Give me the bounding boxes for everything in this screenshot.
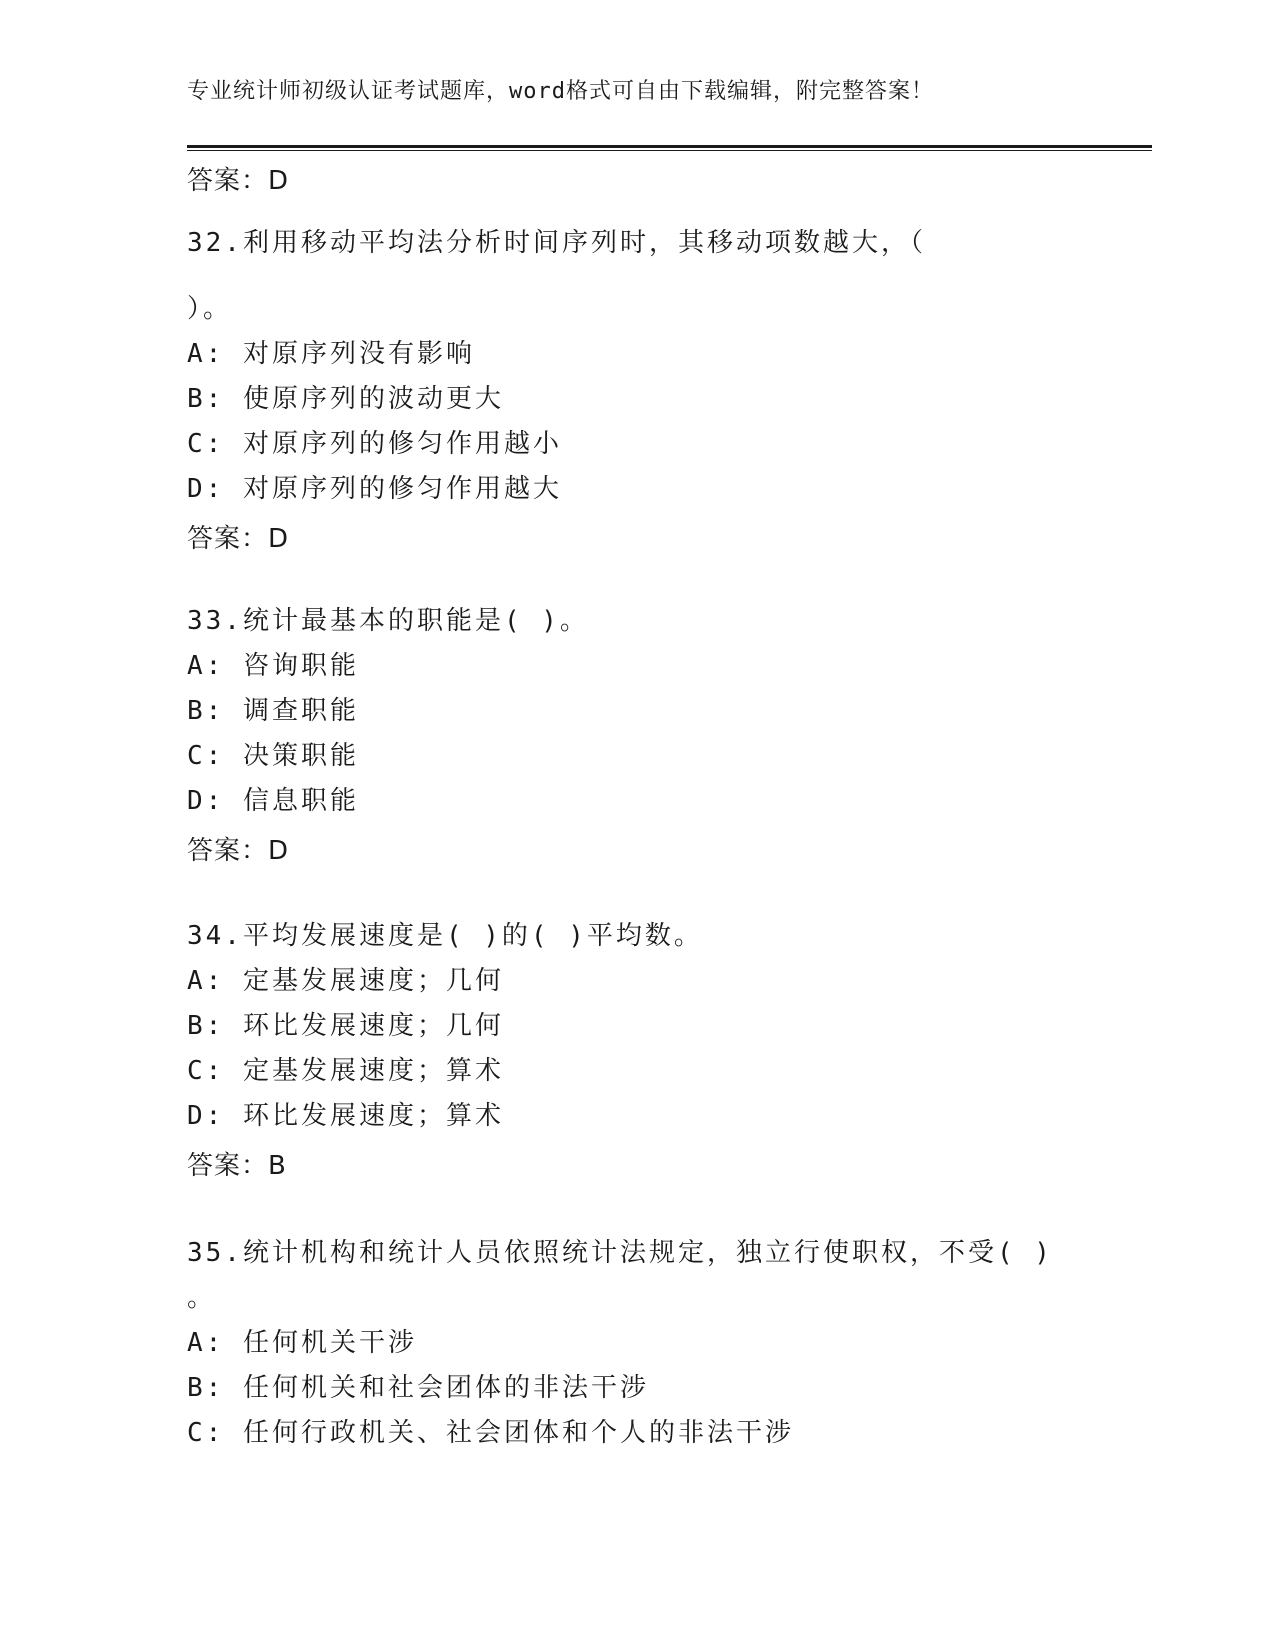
answer-33: 答案：D [187,836,290,866]
question-32-stem-line2: ）。 [187,294,233,324]
question-35-option-c: C: 任何行政机关、社会团体和个人的非法干涉 [187,1418,794,1448]
header-rule-thick [187,145,1152,148]
question-34-option-b: B: 环比发展速度；几何 [187,1011,504,1041]
question-33-option-c: C: 决策职能 [187,741,359,771]
header-rule-thin [187,150,1152,151]
question-35-option-b: B: 任何机关和社会团体的非法干涉 [187,1373,649,1403]
question-32-option-d: D: 对原序列的修匀作用越大 [187,474,562,504]
question-32-option-c: C: 对原序列的修匀作用越小 [187,429,562,459]
question-34-option-d: D: 环比发展速度；算术 [187,1101,504,1131]
question-33-stem: 33.统计最基本的职能是( )。 [187,606,589,636]
question-32-stem-line1: 32.利用移动平均法分析时间序列时，其移动项数越大，（ [187,228,926,258]
question-33-option-d: D: 信息职能 [187,786,359,816]
question-34-option-c: C: 定基发展速度；算术 [187,1056,504,1086]
question-32-option-a: A: 对原序列没有影响 [187,339,475,369]
answer-31: 答案：D [187,166,290,196]
question-35-stem-line1: 35.统计机构和统计人员依照统计法规定，独立行使职权，不受( ) [187,1238,1053,1268]
question-35-stem-line2: 。 [187,1283,217,1313]
answer-34: 答案：B [187,1151,287,1181]
page-header: 专业统计师初级认证考试题库，word格式可自由下载编辑，附完整答案！ [187,79,934,104]
answer-32: 答案：D [187,524,290,554]
question-32-option-b: B: 使原序列的波动更大 [187,384,504,414]
question-34-option-a: A: 定基发展速度；几何 [187,966,504,996]
question-33-option-b: B: 调查职能 [187,696,359,726]
question-33-option-a: A: 咨询职能 [187,651,359,681]
question-34-stem: 34.平均发展速度是( )的( )平均数。 [187,921,703,951]
question-35-option-a: A: 任何机关干涉 [187,1328,417,1358]
